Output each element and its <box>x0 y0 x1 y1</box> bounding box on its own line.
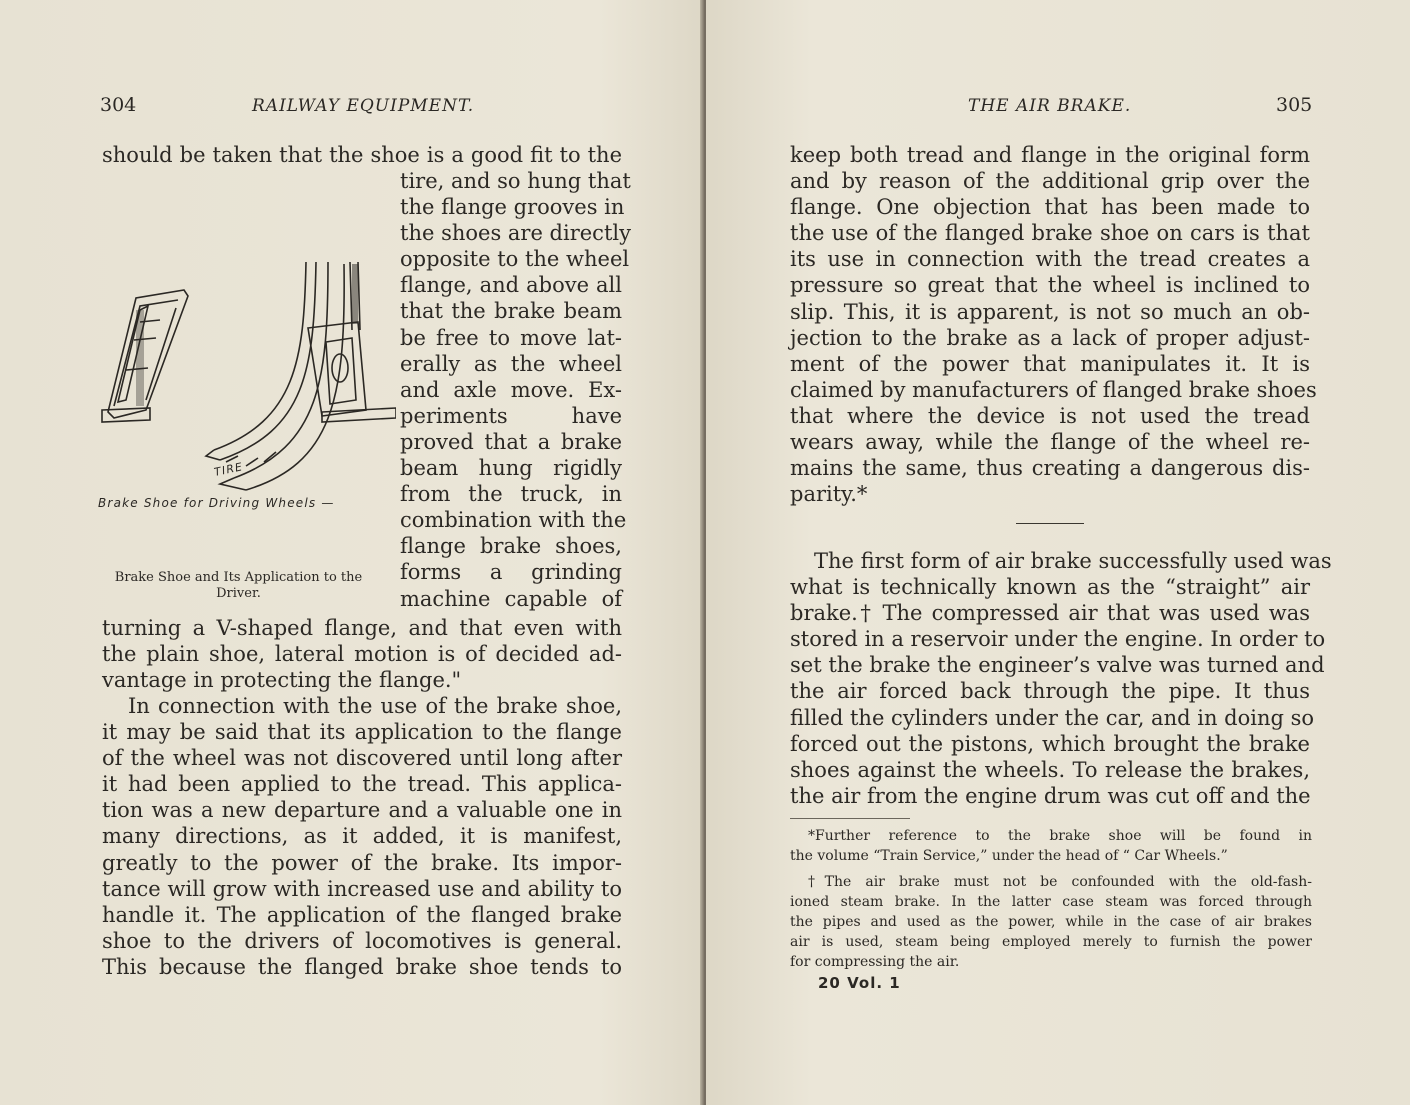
left-running-head: RAILWAY EQUIPMENT. <box>252 96 475 116</box>
text-line: the flange grooves in <box>400 195 625 220</box>
text-line: machine capable of <box>400 586 622 611</box>
text-line: it may be said that its application to the flange <box>102 720 622 745</box>
text-line: erally as the wheel <box>400 351 622 376</box>
brake-shoe-illustration <box>96 250 396 520</box>
text-line: In connection with the use of the brake shoe, <box>128 694 622 718</box>
text-line: from the truck, in <box>400 482 622 507</box>
left-page <box>0 0 704 1105</box>
text-line: its use in connection with the tread creates a <box>790 247 1310 272</box>
text-line: combination with the <box>400 508 627 533</box>
text-line: slip. This, it is apparent, is not so much an ob- <box>790 299 1310 324</box>
figure-caption-line-2: Driver. <box>216 586 261 601</box>
text-line: pressure so great that the wheel is inclined to <box>790 273 1310 298</box>
text-line: handle it. The application of the flanged brake <box>102 902 622 927</box>
text-line: opposite to the wheel <box>400 247 630 272</box>
text-line: filled the cylinders under the car, and in doing so <box>790 705 1315 730</box>
text-line: proved that a brake <box>400 429 622 454</box>
text-line: forms a grinding <box>400 560 622 585</box>
text-line: the shoes are directly <box>400 221 631 246</box>
text-line: turning a V-shaped flange, and that even with <box>102 616 622 640</box>
footnote-2-line: †The air brake must not be confounded with the old-fash- <box>808 874 1312 890</box>
text-line: brake.† The compressed air that was used was <box>790 601 1310 626</box>
right-paragraph-2 <box>790 548 1332 809</box>
text-line: wears away, while the flange of the wheel re- <box>790 430 1310 455</box>
text-line: vantage in protecting the flange." <box>102 668 462 693</box>
text-line: many directions, as it added, it is manifest, <box>102 824 622 849</box>
text-line: ment of the power that manipulates it. It is <box>790 351 1310 376</box>
footnote-2-line: for compressing the air. <box>790 954 960 970</box>
right-page <box>706 0 1410 1105</box>
text-line: mains the same, thus creating a dangerous dis- <box>790 456 1310 481</box>
text-line: parity.* <box>790 482 868 507</box>
text-line: keep both tread and flange in the original form <box>790 143 1310 167</box>
text-line: greatly to the power of the brake. Its impor- <box>102 850 622 875</box>
text-line: the air from the engine drum was cut off and the <box>790 783 1311 808</box>
left-page-number: 304 <box>100 94 137 116</box>
text-line: of the wheel was not discovered until long after <box>102 746 622 771</box>
text-line: what is technically known as the “straight” air <box>790 575 1310 600</box>
text-line: This because the flanged brake shoe tends to <box>102 954 622 979</box>
text-line: and axle move. Ex- <box>400 377 622 402</box>
text-line: should be taken that the shoe is a good fit to the <box>102 143 622 167</box>
text-line: tion was a new departure and a valuable one in <box>102 798 622 823</box>
footnote-2-line: the pipes and used as the power, while in the case of air brakes <box>790 914 1312 930</box>
figure-label-tire: TIRE <box>212 460 245 479</box>
text-line: jection to the brake as a lack of proper adjust- <box>790 325 1310 350</box>
left-wrap-column <box>400 168 631 612</box>
right-page-number: 305 <box>1276 94 1313 116</box>
figure-caption <box>96 570 381 602</box>
text-line: that the brake beam <box>400 299 622 324</box>
footnote-1-line: the volume “Train Service,” under the head of “ Car Wheels.” <box>790 848 1228 864</box>
figure-handwritten-title: Brake Shoe for Driving Wheels — <box>98 496 335 510</box>
text-line: flange brake shoes, <box>400 534 622 559</box>
footnote-rule <box>790 818 910 819</box>
figure-caption-line-1: Brake Shoe and Its Application to the <box>114 570 363 585</box>
text-line: The first form of air brake successfully used was <box>814 549 1332 573</box>
text-line: the plain shoe, lateral motion is of decided ad- <box>102 642 622 667</box>
footnotes <box>790 826 1312 972</box>
text-line: stored in a reservoir under the engine. In order to <box>790 627 1326 652</box>
text-line: the air forced back through the pipe. It thus <box>790 679 1310 704</box>
left-after-figure <box>102 615 622 693</box>
left-paragraph-2 <box>102 693 622 980</box>
text-line: shoe to the drivers of locomotives is general. <box>102 928 622 953</box>
text-line: forced out the pistons, which brought the brake <box>790 731 1310 756</box>
footnote-2-line: ioned steam brake. In the latter case steam was forced through <box>790 894 1312 910</box>
text-line: shoes against the wheels. To release the brakes, <box>790 757 1310 782</box>
signature-mark: 20 Vol. 1 <box>818 974 901 992</box>
text-line: the use of the flanged brake shoe on cars is that <box>790 221 1310 246</box>
text-line: tance will grow with increased use and ability to <box>102 876 622 901</box>
text-line: claimed by manufacturers of flanged brake shoes <box>790 377 1317 402</box>
right-running-head: THE AIR BRAKE. <box>968 96 1132 116</box>
text-line: flange, and above all <box>400 273 622 298</box>
right-paragraph-1 <box>790 142 1317 507</box>
text-line: it had been applied to the tread. This applica- <box>102 772 622 797</box>
text-line: flange. One objection that has been made to <box>790 195 1310 220</box>
text-line: and by reason of the additional grip over the <box>790 169 1310 194</box>
text-line: periments have <box>400 403 622 428</box>
left-first-line <box>102 142 622 168</box>
footnote-2-line: air is used, steam being employed merely to furnish the power <box>790 934 1312 950</box>
text-line: tire, and so hung that <box>400 169 631 193</box>
text-line: set the brake the engineer’s valve was turned and <box>790 653 1325 678</box>
text-line: beam hung rigidly <box>400 456 622 481</box>
text-line: that where the device is not used the tread <box>790 403 1310 428</box>
section-divider <box>1016 523 1084 524</box>
text-line: be free to move lat- <box>400 325 622 350</box>
footnote-1-line: *Further reference to the brake shoe will be found in <box>808 828 1312 844</box>
